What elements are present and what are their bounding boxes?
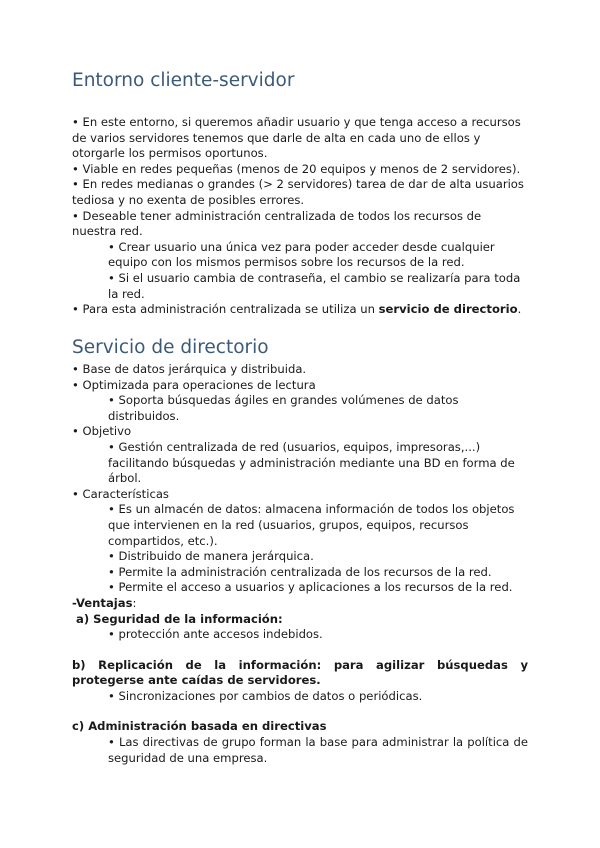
bullet-entorno-4: • Deseable tener administración centralizada de todos los recursos de nuestra red.: [72, 208, 482, 239]
section-title-servicio: Servicio de directorio: [72, 337, 269, 358]
bullet-servicio-1: • Base de datos jerárquica y distribuida.: [72, 362, 307, 376]
ventaja-b-title-text: b) Replicación de la información: para agilizar búsquedas y protegerse ante caídas de servidores.: [72, 657, 528, 688]
ventajas-heading: [72, 596, 528, 612]
ventaja-c-sub: • Las directivas de grupo forman la base para administrar la política de seguridad de una empresa.: [108, 735, 528, 765]
section-title-entorno: Entorno cliente-servidor: [72, 70, 295, 91]
bullet-entorno-3: • En redes medianas o grandes (> 2 servidores) tarea de dar de alta usuarios tediosa y no exenta de posibles errores.: [72, 177, 524, 207]
bullet-servicio-3: • Objetivo: [72, 424, 132, 439]
ventajas-colon: :: [132, 595, 137, 610]
ventajas-label: -Ventajas: [72, 595, 133, 610]
bullet-entorno-5-suffix: .: [517, 302, 522, 317]
ventaja-a-title: [72, 612, 528, 628]
bullet-entorno-2: • Viable en redes pequeñas (menos de 20 equipos y menos de 2 servidores).: [72, 161, 521, 176]
bullet-entorno-5-prefix: • Para esta administración centralizada se utiliza un: [72, 302, 379, 317]
servicio-directorio-term: servicio de directorio: [378, 302, 518, 317]
bullet-servicio-2: • Optimizada para operaciones de lectura: [72, 377, 316, 392]
sub-bullet-caracteristicas-1: • Es un almacén de datos: almacena información de todos los objetos que intervienen en la red (usuarios, grupos, equipos, recursos compartidos, etc.).: [108, 502, 515, 548]
ventaja-c-title-text: c) Administración basada en directivas: [72, 719, 327, 734]
sub-bullet-caracteristicas-2: • Distribuido de manera jerárquica.: [108, 549, 314, 564]
sub-bullet-entorno-2: • Si el usuario cambia de contraseña, el cambio se realizaría para toda la red.: [108, 270, 521, 301]
sub-bullet-servicio-3: • Gestión centralizada de red (usuarios, equipos, impresoras,...) facilitando búsquedas y administración mediante una BD en forma de árbol.: [108, 439, 515, 486]
sub-bullet-servicio-2: • Soporta búsquedas ágiles en grandes volúmenes de datos distribuidos.: [108, 393, 459, 423]
ventaja-b-sub: • Sincronizaciones por cambios de datos o periódicas.: [108, 688, 423, 703]
sub-bullet-caracteristicas-3: • Permite la administración centralizada de los recursos de la red.: [108, 564, 492, 579]
ventaja-b-title: [72, 658, 528, 689]
section-servicio-body: [72, 362, 528, 766]
bullet-servicio-4: • Características: [72, 486, 169, 501]
sub-bullet-caracteristicas-4: • Permite el acceso a usuarios y aplicaciones a los recursos de la red.: [108, 580, 513, 595]
sub-bullet-entorno-1: • Crear usuario una única vez para poder acceder desde cualquier equipo con los mismos permisos sobre los recursos de la red.: [108, 239, 495, 270]
ventaja-a-sub: • protección ante accesos indebidos.: [108, 627, 323, 642]
ventaja-a-title-text: a) Seguridad de la información:: [76, 611, 283, 626]
bullet-entorno-5: [72, 302, 528, 318]
ventaja-c-title: [72, 719, 528, 735]
section-entorno-body: [72, 115, 528, 318]
bullet-entorno-1: • En este entorno, si queremos añadir usuario y que tenga acceso a recursos de varios servidores tenemos que darle de alta en cada uno de ellos y otorgarle los permisos oportunos.: [72, 115, 521, 161]
